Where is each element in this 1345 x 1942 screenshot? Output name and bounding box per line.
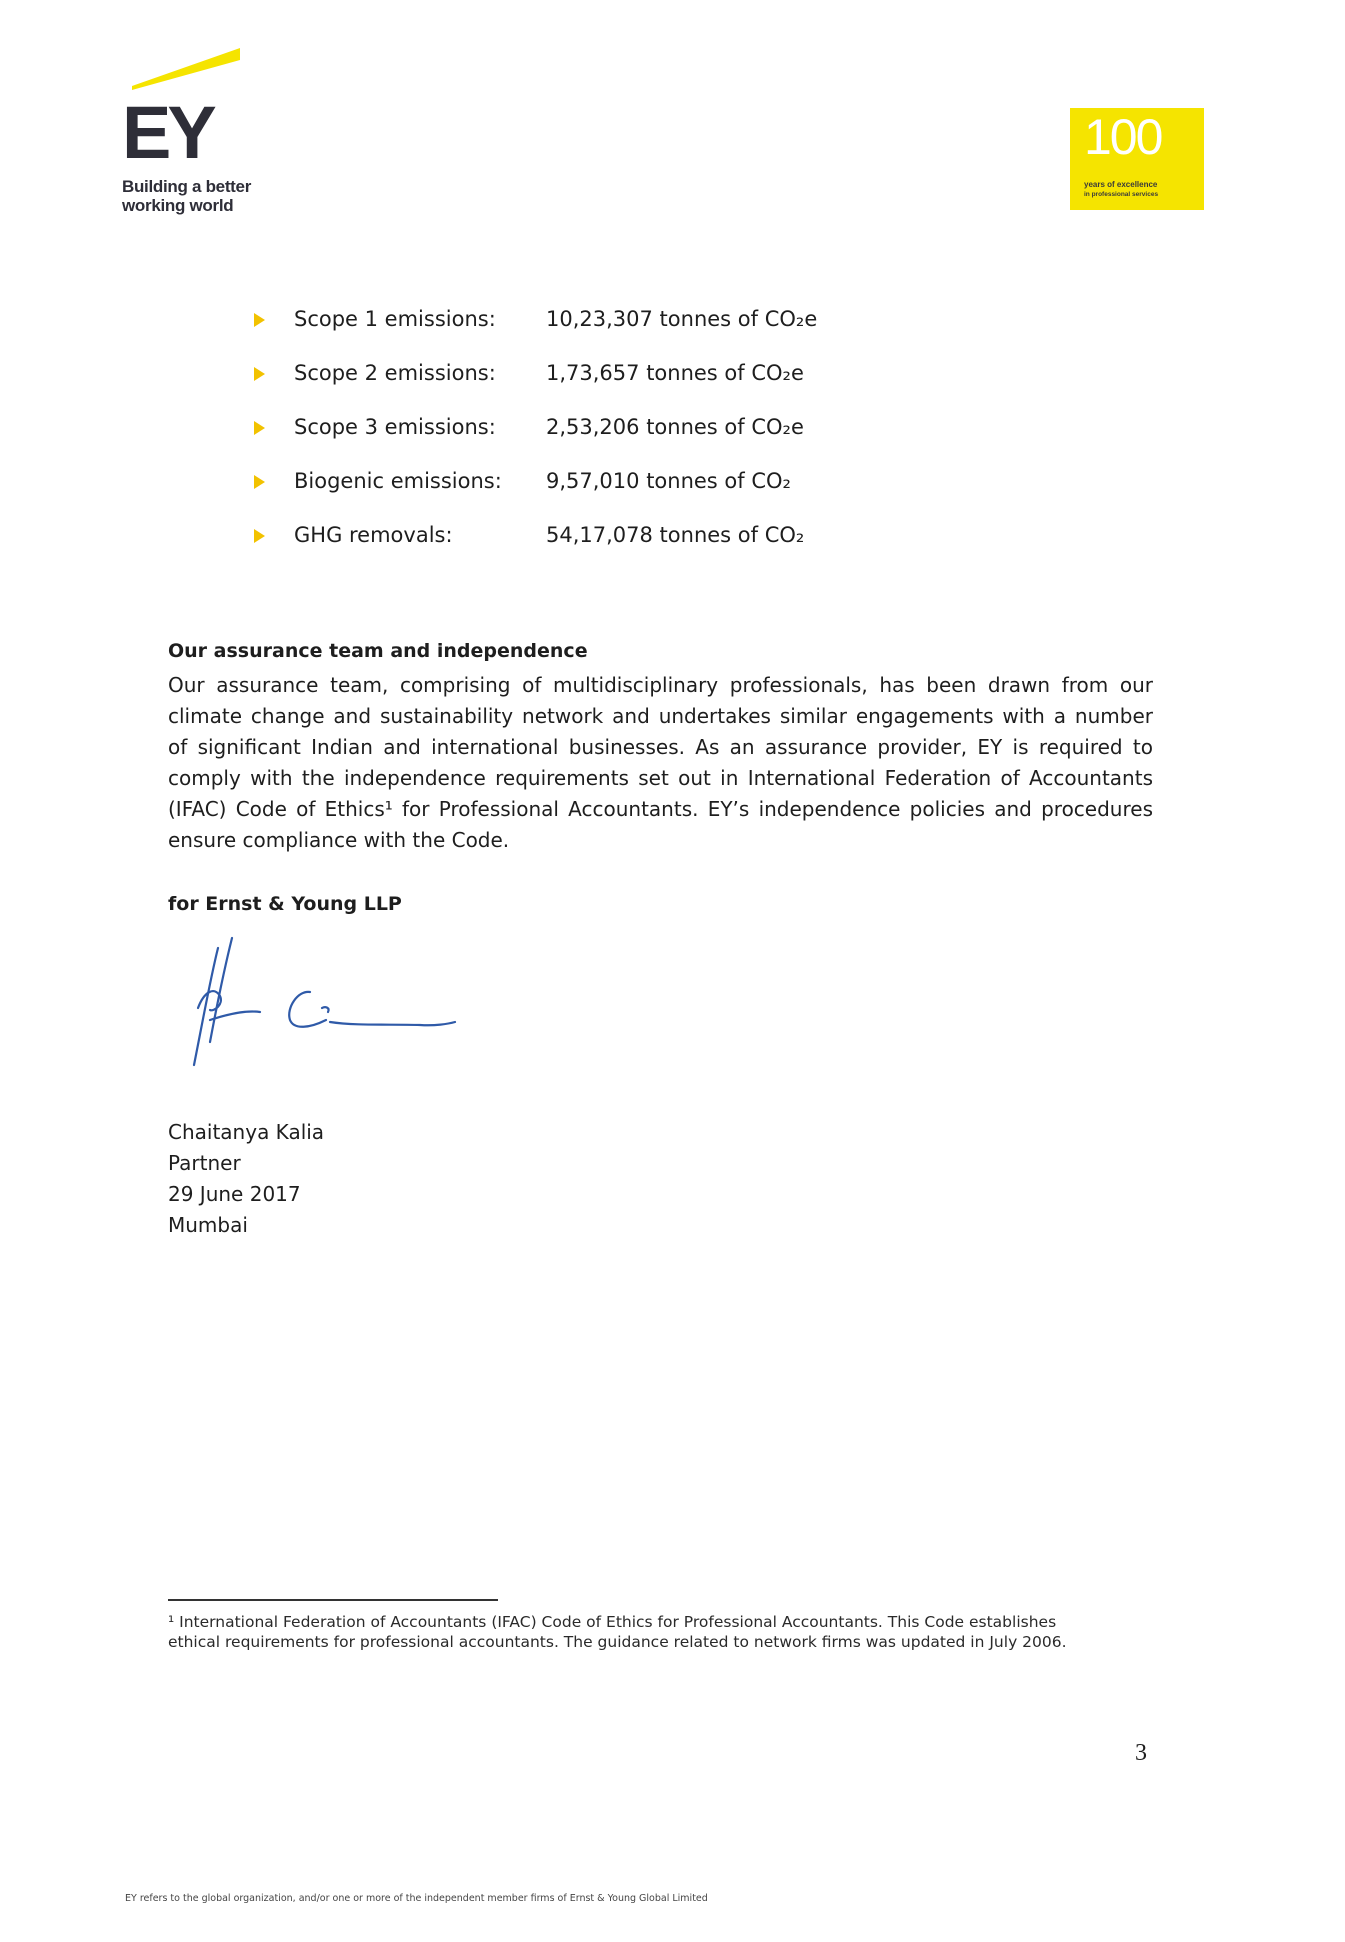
ey-logo-text: EY xyxy=(122,91,213,174)
legal-footer: EY refers to the global organization, and/or one or more of the independent member firms of Ernst & Young Global Limited xyxy=(125,1893,708,1904)
bullet-arrow-icon xyxy=(254,529,265,543)
emission-value: 10,23,307 tonnes of CO₂e xyxy=(546,307,818,331)
bullet-arrow-icon xyxy=(254,475,265,489)
signoff-place: Mumbai xyxy=(168,1213,248,1237)
emission-value: 9,57,010 tonnes of CO₂ xyxy=(546,469,791,493)
bullet-arrow-icon xyxy=(254,421,265,435)
paragraph-line: of significant Indian and international businesses. As an assurance provider, EY is required to xyxy=(168,735,1153,759)
centenary-badge xyxy=(1070,108,1204,210)
emission-item xyxy=(254,523,1054,553)
emission-label: Scope 1 emissions: xyxy=(294,307,496,331)
ey-tagline-line1: Building a better xyxy=(122,177,252,196)
badge-number: 100 xyxy=(1084,109,1162,165)
bullet-arrow-icon xyxy=(254,313,265,327)
handwritten-signature xyxy=(180,930,470,1080)
footnote-line: ¹ International Federation of Accountants (IFAC) Code of Ethics for Professional Accountants. This Code establishes xyxy=(168,1613,1057,1631)
paragraph-line: climate change and sustainability network and undertakes similar engagements with a number xyxy=(168,704,1153,728)
emission-label: Scope 3 emissions: xyxy=(294,415,496,439)
footnote-divider xyxy=(168,1599,498,1601)
signatory-name: Chaitanya Kalia xyxy=(168,1120,325,1144)
firm-name: for Ernst & Young LLP xyxy=(168,893,402,915)
badge-line2: in professional services xyxy=(1084,191,1159,198)
paragraph-line: (IFAC) Code of Ethics¹ for Professional Accountants. EY’s independence policies and procedures xyxy=(168,797,1153,821)
emission-item xyxy=(254,415,1054,445)
emission-label: GHG removals: xyxy=(294,523,453,547)
emission-item xyxy=(254,469,1054,499)
emission-value: 2,53,206 tonnes of CO₂e xyxy=(546,415,804,439)
emission-value: 54,17,078 tonnes of CO₂ xyxy=(546,523,805,547)
emission-label: Biogenic emissions: xyxy=(294,469,502,493)
bullet-arrow-icon xyxy=(254,367,265,381)
assurance-paragraph xyxy=(168,670,1153,856)
footnote xyxy=(168,1612,1128,1652)
section-heading: Our assurance team and independence xyxy=(168,640,588,662)
emission-item xyxy=(254,307,1054,337)
emission-value: 1,73,657 tonnes of CO₂e xyxy=(546,361,804,385)
signatory-title: Partner xyxy=(168,1151,241,1175)
ey-logo xyxy=(122,48,282,218)
badge-line1: years of excellence xyxy=(1084,180,1158,189)
page-number: 3 xyxy=(1135,1740,1147,1766)
paragraph-line: Our assurance team, comprising of multidisciplinary professionals, has been drawn from our xyxy=(168,673,1153,697)
ey-tagline-line2: working world xyxy=(122,196,234,215)
signoff-date: 29 June 2017 xyxy=(168,1182,301,1206)
paragraph-line: comply with the independence requirements set out in International Federation of Accountants xyxy=(168,766,1153,790)
paragraph-line: ensure compliance with the Code. xyxy=(168,828,510,852)
emission-item xyxy=(254,361,1054,391)
footnote-line: ethical requirements for professional accountants. The guidance related to network firms was updated in July 2006. xyxy=(168,1633,1067,1651)
emission-label: Scope 2 emissions: xyxy=(294,361,496,385)
